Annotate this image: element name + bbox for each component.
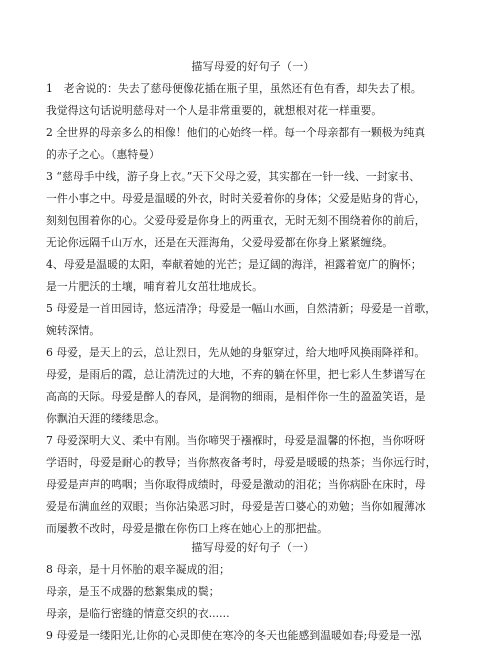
paragraph [46, 122, 460, 166]
paragraph [46, 298, 460, 342]
section-1 [46, 78, 460, 540]
paragraph [46, 625, 460, 647]
paragraph-line: 是一片肥沃的土壤，哺育着儿女茁壮地成长。 [46, 280, 263, 293]
paragraph [46, 254, 460, 298]
paragraph [46, 342, 460, 430]
paragraph-line: 你飘泊天涯的缕缕思念。 [46, 412, 166, 425]
paragraph-line: 我觉得这句话说明慈母对一个人是非常重要的，就想根对花一样重要。 [46, 104, 383, 117]
section-title: 描写母爱的好句子（一） [191, 541, 315, 554]
paragraph [46, 166, 460, 254]
paragraph-line: 母亲，是临行密缝的情意交织的衣...... [46, 607, 230, 620]
paragraph-line: 7 母爱深明大义、柔中有刚。当你啼哭于襁褓时，母爱是温馨的怀抱，当你呀呀 [46, 434, 426, 447]
paragraph-line: 学语时，母爱是耐心的教导；当你熬夜备考时，母爱是暖暖的热茶；当你远行时， [46, 456, 437, 469]
paragraph [46, 78, 460, 122]
section-title: 描写母爱的好句子（一） [191, 60, 315, 73]
paragraph [46, 430, 460, 540]
paragraph-line: 婉转深情。 [46, 324, 101, 337]
paragraph-line: 高高的天际。母爱是醉人的春风，是润物的细雨，是相伴你一生的盈盈笑语，是 [46, 390, 426, 403]
paragraph [46, 559, 460, 625]
paragraph-line: 4、母爱是温暖的太阳，奉献着她的光芒；是辽阔的海洋，袒露着宽广的胸怀； [46, 258, 422, 271]
paragraph-line: 5 母爱是一首田园诗，悠远清净；母爱是一幅山水画，自然清新；母爱是一首歌， [46, 302, 437, 315]
paragraph-line: 母爱是声声的鸣咽；当你取得成绩时，母爱是激动的泪花；当你病卧在床时，母 [46, 478, 426, 491]
section-2 [46, 541, 460, 647]
paragraph-line: 爱是布满血丝的双眼；当你沾染恶习时，母爱是苦口婆心的劝勉；当你如履薄冰 [46, 500, 426, 513]
paragraph-line: 1 老舍说的：失去了慈母便像花插在瓶子里，虽然还有色有香，却失去了根。 [46, 82, 422, 95]
paragraph-line: 3 “慈母手中线，游子身上衣。”天下父母之爱，其实都在一针一线、一封家书、 [46, 170, 421, 183]
paragraph-line: 无论你远隔千山万水，还是在天涯海角，父爱母爱都在你身上紧紧缠绕。 [46, 236, 394, 249]
paragraph-line: 8 母亲，是十月怀胎的艰辛凝成的泪； [46, 563, 230, 576]
paragraph-line: 母爱，是雨后的霞，总让清洗过的大地，不弃的躺在怀里，把七彩人生梦谱写在 [46, 368, 426, 381]
paragraph-line: 的赤子之心。（惠特曼） [46, 148, 160, 161]
paragraph-line: 一件小事之中。母爱是温暖的外衣，时时关爱着你的身体；父爱是贴身的背心， [46, 192, 426, 205]
paragraph-line: 刻刻包围着你的心。父爱母爱是你身上的两重衣，无时无刻不围绕着你的前后， [46, 214, 426, 227]
document-body [46, 60, 460, 647]
paragraph-line: 9 母爱是一缕阳光,让你的心灵即使在寒冷的冬天也能感到温暖如春;母爱是一泓 [46, 629, 422, 642]
section-2-body [46, 559, 460, 647]
paragraph-line: 而屡教不改时，母爱是撒在你伤口上疼在她心上的那把盐。 [46, 522, 329, 535]
paragraph-line: 6 母爱，是天上的云，总让烈日，先从她的身躯穿过，给大地呼风换雨降祥和。 [46, 346, 426, 359]
paragraph-line: 2 全世界的母亲多么的相像！他们的心始终一样。每一个母亲都有一颗极为纯真 [46, 126, 426, 139]
paragraph-line: 母亲，是玉不成器的愁絮集成的鬓； [46, 585, 220, 598]
